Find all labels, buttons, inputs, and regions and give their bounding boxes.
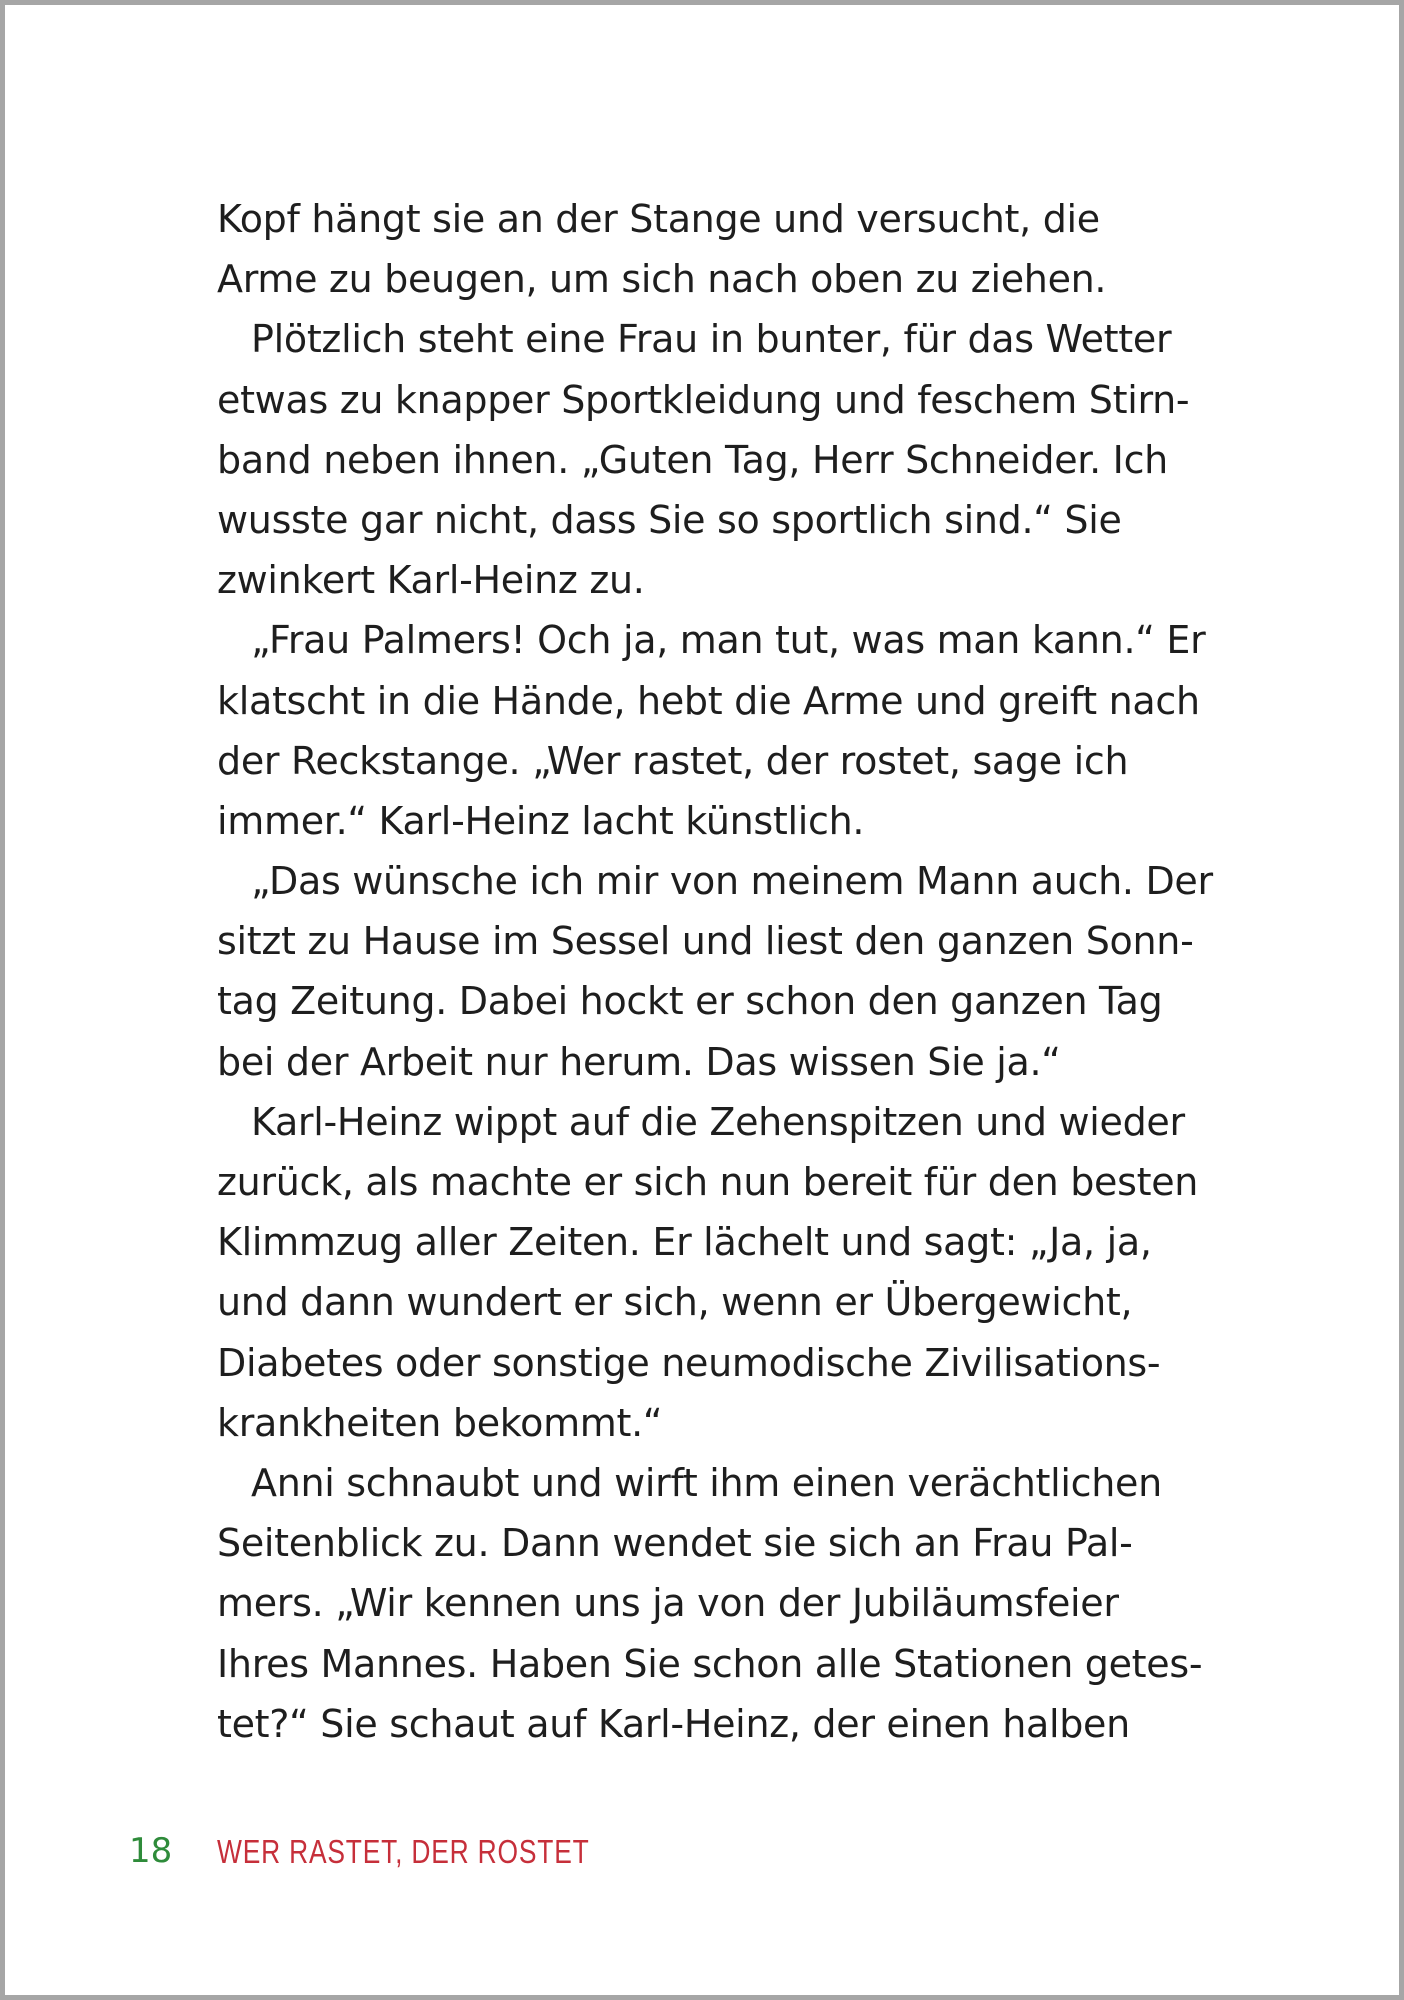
- text-line: Ihres Mannes. Haben Sie schon alle Stationen getes-: [217, 1641, 1203, 1686]
- text-line: Plötzlich steht eine Frau in bunter, für das Wetter: [251, 317, 1172, 362]
- page-footer: [5, 1831, 1404, 1881]
- text-line: Karl-Heinz wippt auf die Zehenspitzen und wieder: [251, 1099, 1185, 1144]
- text-line: zurück, als machte er sich nun bereit für den besten: [217, 1160, 1199, 1204]
- text-line: klatscht in die Hände, hebt die Arme und greift nach: [217, 678, 1200, 723]
- text-line: „Das wünsche ich mir von meinem Mann auch. Der: [251, 859, 1213, 904]
- text-line: mers. „Wir kennen uns ja von der Jubiläumsfeier: [217, 1581, 1119, 1626]
- text-line: Anni schnaubt und wirft ihm einen verächtlichen: [251, 1460, 1162, 1505]
- running-title: WER RASTET, DER ROSTET: [217, 1833, 590, 1870]
- text-line: bei der Arbeit nur herum. Das wissen Sie ja.“: [217, 1039, 1061, 1084]
- text-line: sitzt zu Hause im Sessel und liest den ganzen Sonn-: [217, 919, 1194, 964]
- text-line: Arme zu beugen, um sich nach oben zu ziehen.: [217, 257, 1107, 302]
- text-line: und dann wundert er sich, wenn er Übergewicht,: [217, 1280, 1133, 1325]
- text-line: tag Zeitung. Dabei hockt er schon den ganzen Tag: [217, 979, 1163, 1024]
- text-line: Kopf hängt sie an der Stange und versucht, die: [217, 197, 1100, 241]
- text-line: band neben ihnen. „Guten Tag, Herr Schneider. Ich: [217, 437, 1168, 482]
- text-line: Diabetes oder sonstige neumodische Zivilisations-: [217, 1340, 1161, 1385]
- text-line: Seitenblick zu. Dann wendet sie sich an Frau Pal-: [217, 1521, 1133, 1566]
- text-line: krankheiten bekommt.“: [217, 1400, 663, 1445]
- text-line: „Frau Palmers! Och ja, man tut, was man kann.“ Er: [251, 618, 1206, 663]
- text-line: Klimmzug aller Zeiten. Er lächelt und sagt: „Ja, ja,: [217, 1220, 1152, 1265]
- text-line: immer.“ Karl-Heinz lacht künstlich.: [217, 798, 865, 843]
- text-line: der Reckstange. „Wer rastet, der rostet, sage ich: [217, 738, 1129, 783]
- text-line: zwinkert Karl-Heinz zu.: [217, 558, 645, 603]
- body-text: [217, 189, 1217, 1754]
- text-line: etwas zu knapper Sportkleidung und feschem Stirn-: [217, 377, 1190, 422]
- text-line: wusste gar nicht, dass Sie so sportlich sind.“ Sie: [217, 497, 1122, 542]
- text-line: tet?“ Sie schaut auf Karl-Heinz, der einen halben: [217, 1701, 1130, 1746]
- page-number: 18: [129, 1831, 173, 1871]
